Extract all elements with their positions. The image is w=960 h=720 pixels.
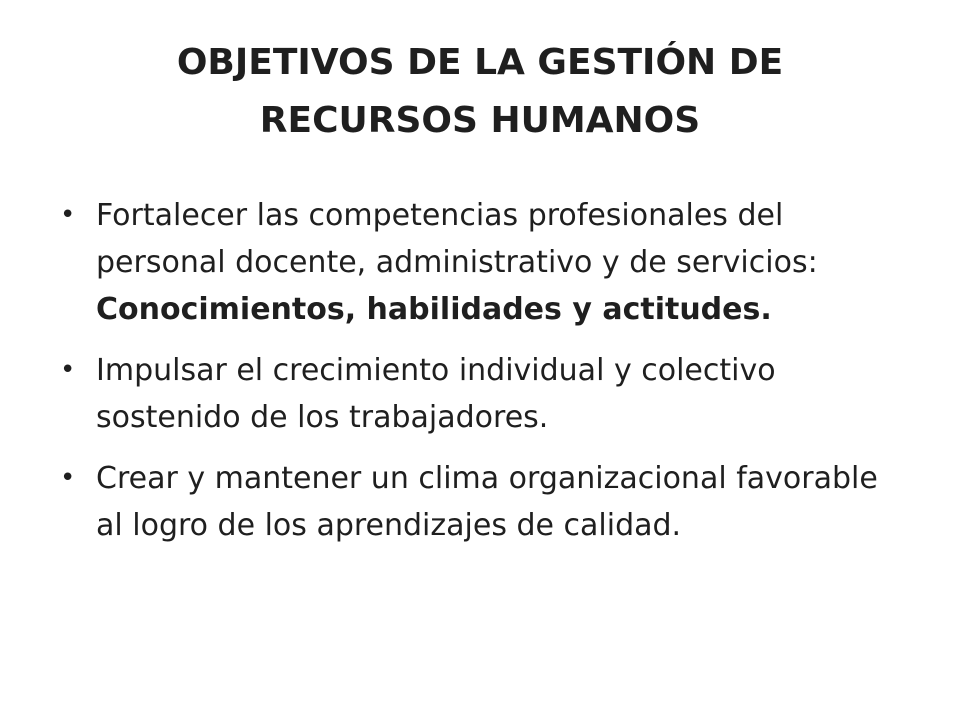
bullet-item-competencias <box>56 192 896 333</box>
slide-title-line-1: OBJETIVOS DE LA GESTIÓN DE <box>176 42 784 83</box>
slide-title <box>80 34 880 150</box>
bullet-item-crecimiento <box>56 347 896 441</box>
bullet-icon: • <box>60 200 76 230</box>
bullet-text: Fortalecer las competencias profesionales del personal docente, administrativo y de servicios: <box>96 198 818 280</box>
bullet-item-clima <box>56 455 896 549</box>
bullet-list <box>56 192 896 563</box>
bullet-text: Crear y mantener un clima organizacional favorable al logro de los aprendizajes de calidad. <box>96 461 878 543</box>
bullet-icon: • <box>60 355 76 385</box>
bullet-bold-text: Conocimientos, habilidades y actitudes. <box>96 292 772 327</box>
bullet-icon: • <box>60 463 76 493</box>
bullet-text: Impulsar el crecimiento individual y colectivo sostenido de los trabajadores. <box>96 353 776 435</box>
slide-title-line-2: RECURSOS HUMANOS <box>259 100 701 141</box>
